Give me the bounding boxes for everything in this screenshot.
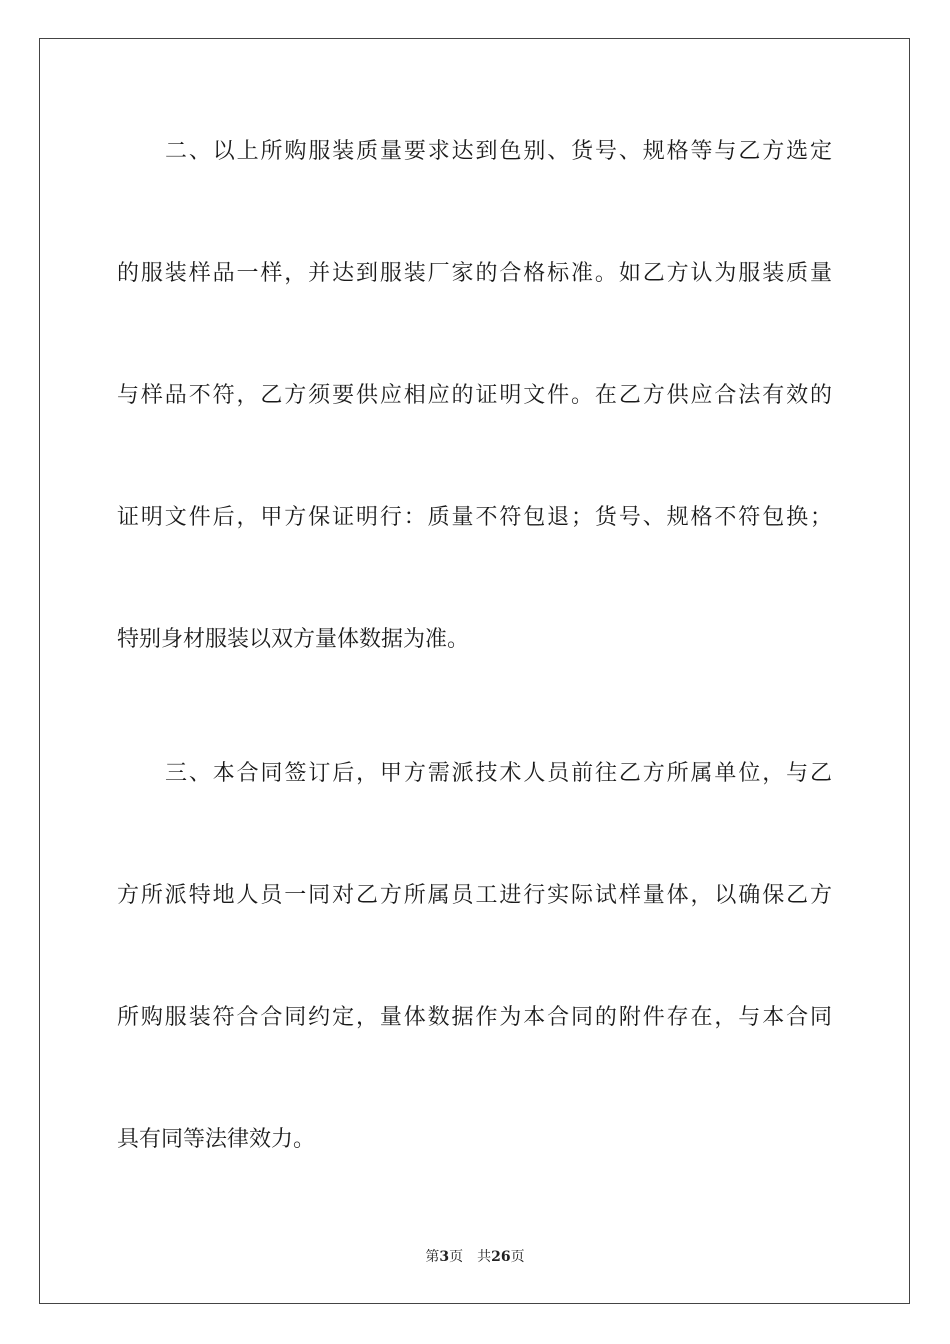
footer-total-prefix: 共 xyxy=(477,1249,492,1265)
paragraph-2-line-4: 证明文件后，甲方保证明行：质量不符包退；货号、规格不符包换； xyxy=(117,505,832,530)
footer-page-suffix: 页 xyxy=(449,1249,464,1265)
footer-page-number: 3 xyxy=(439,1249,450,1265)
paragraph-2-line-2: 的服装样品一样，并达到服装厂家的合格标准。如乙方认为服装质量 xyxy=(117,261,832,286)
paragraph-3-line-3: 所购服装符合合同约定，量体数据作为本合同的附件存在，与本合同 xyxy=(117,1005,832,1030)
page-border xyxy=(39,38,910,1304)
paragraph-2-line-3: 与样品不符，乙方须要供应相应的证明文件。在乙方供应合法有效的 xyxy=(117,383,832,408)
paragraph-2-line-1: 二、以上所购服装质量要求达到色别、货号、规格等与乙方选定 xyxy=(165,139,832,164)
footer-total-suffix: 页 xyxy=(510,1249,525,1265)
footer-page-prefix: 第 xyxy=(425,1249,440,1265)
paragraph-3-line-4: 具有同等法律效力。 xyxy=(117,1127,316,1152)
footer-total-pages: 26 xyxy=(491,1249,511,1265)
paragraph-2-line-5: 特别身材服装以双方量体数据为准。 xyxy=(117,627,470,652)
page-footer xyxy=(0,1248,950,1266)
paragraph-3-line-2: 方所派特地人员一同对乙方所属员工进行实际试样量体，以确保乙方 xyxy=(117,883,832,908)
paragraph-3-line-1: 三、本合同签订后，甲方需派技术人员前往乙方所属单位，与乙 xyxy=(165,761,832,786)
